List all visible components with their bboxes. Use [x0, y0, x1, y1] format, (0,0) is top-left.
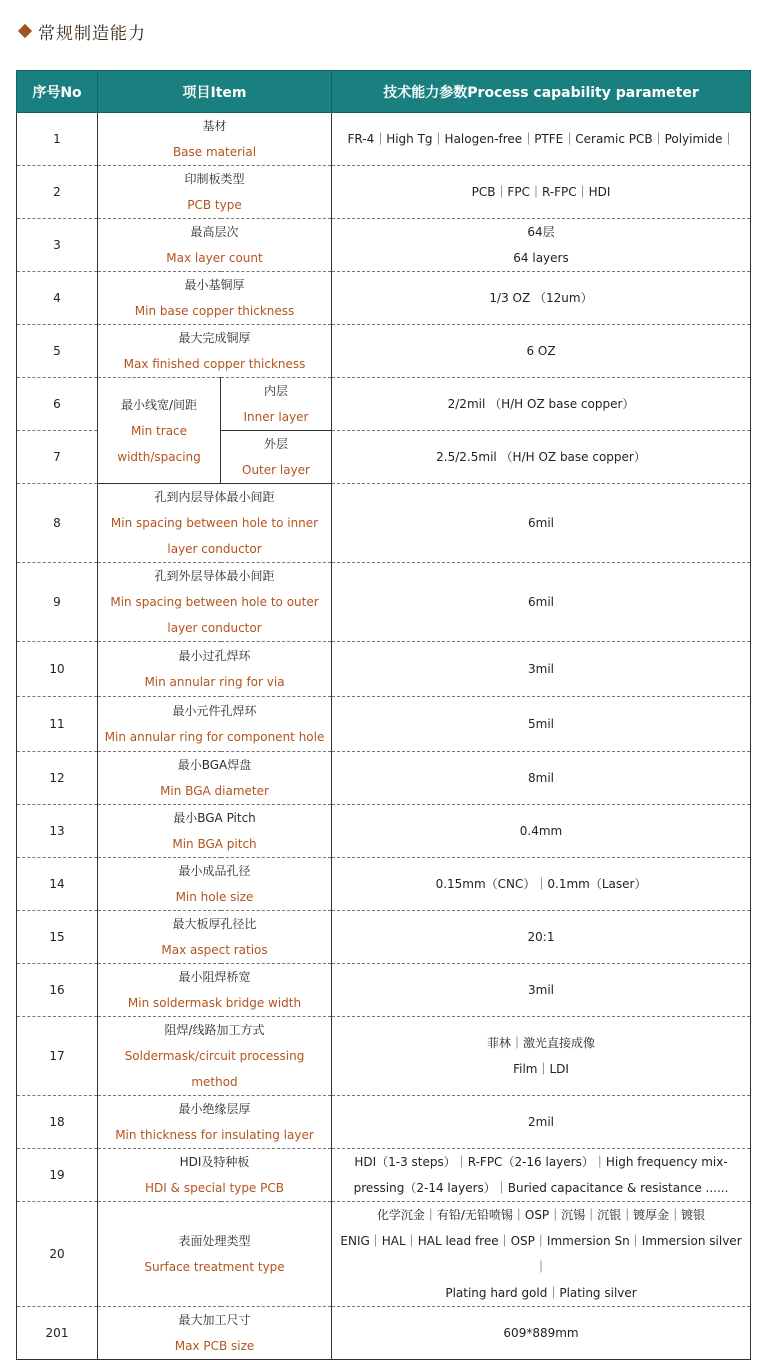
param-value-line: FR-4｜High Tg｜Halogen-free｜PTFE｜Ceramic PCB｜Polyimide｜	[347, 132, 735, 146]
param-value-cell	[332, 1017, 751, 1096]
item-zh: 孔到内层导体最小间距	[154, 490, 275, 504]
table-row	[17, 272, 751, 325]
section-heading	[18, 20, 146, 42]
item-cell	[98, 805, 332, 858]
table-row	[17, 858, 751, 911]
item-zh: 最小成品孔径	[178, 864, 251, 878]
item-en: Max layer count	[166, 251, 263, 265]
param-value-cell	[332, 752, 751, 805]
item-zh: 最小BGA焊盘	[177, 758, 252, 772]
item-zh: 基材	[202, 119, 227, 133]
item-en: Outer layer	[242, 463, 310, 477]
item-en: Min spacing between hole to inner layer conductor	[110, 516, 319, 556]
item-zh: 印制板类型	[184, 172, 245, 186]
param-value-cell	[332, 1149, 751, 1202]
param-value-line: HDI（1-3 steps）｜R-FPC（2-16 layers）｜High frequency mix-	[354, 1155, 728, 1169]
row-number: 9	[17, 563, 98, 642]
param-value-cell	[332, 858, 751, 911]
row-number: 1	[17, 113, 98, 166]
item-zh: 最小元件孔焊环	[172, 704, 257, 718]
param-value-line: Plating hard gold｜Plating silver	[445, 1286, 637, 1300]
row-number: 15	[17, 911, 98, 964]
param-value-cell	[332, 1096, 751, 1149]
item-cell	[98, 166, 332, 219]
row-number: 3	[17, 219, 98, 272]
row-number: 14	[17, 858, 98, 911]
param-value-cell	[332, 166, 751, 219]
table-row	[17, 697, 751, 752]
item-en: Inner layer	[243, 410, 309, 424]
table-row	[17, 1307, 751, 1360]
capability-table	[16, 70, 751, 1360]
item-zh: 表面处理类型	[178, 1234, 251, 1248]
param-value-line: 2/2mil （H/H OZ base copper）	[447, 397, 635, 411]
item-en: width/spacing	[117, 449, 201, 464]
param-value-line: 1/3 OZ （12um）	[489, 291, 593, 305]
item-cell	[98, 1017, 332, 1096]
row-number: 4	[17, 272, 98, 325]
item-zh: 最小基铜厚	[184, 278, 245, 292]
table-row	[17, 642, 751, 697]
param-value-line: PCB｜FPC｜R-FPC｜HDI	[471, 185, 611, 199]
sub-item-cell	[221, 378, 332, 431]
table-row	[17, 219, 751, 272]
param-value-line: Film｜LDI	[513, 1062, 569, 1076]
param-value-line: 8mil	[528, 771, 555, 785]
param-value-line: 5mil	[528, 717, 555, 731]
diamond-bullet-icon	[18, 24, 32, 38]
param-value-line: 0.15mm（CNC）｜0.1mm（Laser）	[435, 877, 647, 891]
item-cell	[98, 964, 332, 1017]
param-value-cell	[332, 484, 751, 563]
param-value-line: 64层	[527, 225, 555, 239]
param-value-cell	[332, 1202, 751, 1307]
param-value-cell	[332, 325, 751, 378]
table-row	[17, 1149, 751, 1202]
item-zh: 内层	[264, 384, 289, 398]
row-number: 201	[17, 1307, 98, 1360]
item-cell	[98, 1307, 332, 1360]
item-en: Min thickness for insulating layer	[115, 1128, 314, 1142]
row-number: 8	[17, 484, 98, 563]
table-row	[17, 113, 751, 166]
param-value-cell	[332, 697, 751, 752]
table-row	[17, 166, 751, 219]
param-value-cell	[332, 431, 751, 484]
header-no: 序号No	[17, 71, 98, 113]
param-value-line: 6mil	[528, 516, 555, 530]
item-en: Min spacing between hole to outer layer conductor	[110, 595, 319, 635]
item-cell	[98, 642, 332, 697]
item-en: Max finished copper thickness	[123, 357, 306, 371]
param-value-cell	[332, 642, 751, 697]
item-zh: 最小阻焊桥宽	[178, 970, 251, 984]
table-row	[17, 563, 751, 642]
item-en: Surface treatment type	[144, 1260, 285, 1274]
item-zh: 最小绝缘层厚	[178, 1102, 251, 1116]
row-number: 18	[17, 1096, 98, 1149]
item-en: Max PCB size	[174, 1339, 255, 1353]
table-row	[17, 911, 751, 964]
param-value-cell	[332, 1307, 751, 1360]
section-heading-text: 常规制造能力	[38, 23, 146, 44]
param-value-cell	[332, 378, 751, 431]
table-row	[17, 378, 751, 431]
param-value-line: 6 OZ	[526, 344, 556, 358]
item-en: Min trace	[130, 423, 188, 438]
row-number: 20	[17, 1202, 98, 1307]
param-value-line: 3mil	[528, 662, 555, 676]
param-value-line: 3mil	[528, 983, 555, 997]
param-value-line: 菲林｜激光直接成像	[487, 1036, 596, 1050]
param-value-line: 6mil	[528, 595, 555, 609]
item-en: Soldermask/circuit processing method	[124, 1049, 305, 1089]
item-en: Min soldermask bridge width	[127, 996, 302, 1010]
item-zh: 最小线宽/间距	[120, 397, 198, 412]
merged-item-cell	[98, 378, 221, 484]
item-cell	[98, 697, 332, 752]
item-cell	[98, 1096, 332, 1149]
param-value-cell	[332, 805, 751, 858]
table-row	[17, 1096, 751, 1149]
row-number: 6	[17, 378, 98, 431]
param-value-line: ENIG｜HAL｜HAL lead free｜OSP｜Immersion Sn｜Immersion silver｜	[340, 1234, 742, 1274]
param-value-line: 2mil	[528, 1115, 555, 1129]
item-en: PCB type	[187, 198, 242, 212]
item-en: Base material	[172, 145, 257, 159]
param-value-cell	[332, 964, 751, 1017]
table-row	[17, 752, 751, 805]
item-cell	[98, 219, 332, 272]
row-number: 17	[17, 1017, 98, 1096]
param-value-cell	[332, 563, 751, 642]
item-cell	[98, 858, 332, 911]
item-en: Min annular ring for component hole	[104, 730, 325, 744]
item-cell	[98, 113, 332, 166]
item-zh: 孔到外层导体最小间距	[154, 569, 275, 583]
item-cell	[98, 911, 332, 964]
row-number: 11	[17, 697, 98, 752]
param-value-line: 609*889mm	[503, 1326, 579, 1340]
row-number: 19	[17, 1149, 98, 1202]
item-en: Min hole size	[175, 890, 254, 904]
item-zh: 最大加工尺寸	[178, 1313, 251, 1327]
table-row	[17, 1202, 751, 1307]
row-number: 16	[17, 964, 98, 1017]
table-row	[17, 805, 751, 858]
param-value-line: 20:1	[527, 930, 555, 944]
item-zh: 最小BGA Pitch	[173, 811, 256, 825]
item-en: Max aspect ratios	[161, 943, 268, 957]
item-zh: HDI及特种板	[179, 1155, 250, 1169]
item-en: Min annular ring for via	[144, 675, 285, 689]
item-zh: 阻焊/线路加工方式	[164, 1023, 265, 1037]
item-en: Min BGA diameter	[160, 784, 269, 798]
param-value-line: 0.4mm	[519, 824, 563, 838]
item-en: Min BGA pitch	[172, 837, 257, 851]
param-value-cell	[332, 911, 751, 964]
item-en: HDI & special type PCB	[145, 1181, 284, 1195]
table-row	[17, 484, 751, 563]
item-zh: 最小过孔焊环	[178, 649, 251, 663]
param-value-line: 化学沉金｜有铅/无铅喷锡｜OSP｜沉锡｜沉银｜镀厚金｜镀银	[376, 1208, 706, 1222]
item-cell	[98, 752, 332, 805]
param-value-cell	[332, 272, 751, 325]
param-value-cell	[332, 113, 751, 166]
header-param: 技术能力参数Process capability parameter	[332, 71, 751, 113]
sub-item-cell	[221, 431, 332, 484]
row-number: 10	[17, 642, 98, 697]
item-zh: 最高层次	[190, 225, 239, 239]
table-row	[17, 964, 751, 1017]
row-number: 12	[17, 752, 98, 805]
item-en: Min base copper thickness	[134, 304, 295, 318]
param-value-line: 2.5/2.5mil （H/H OZ base copper）	[436, 450, 646, 464]
table-row	[17, 1017, 751, 1096]
item-cell	[98, 1149, 332, 1202]
row-number: 13	[17, 805, 98, 858]
item-cell	[98, 272, 332, 325]
row-number: 5	[17, 325, 98, 378]
row-number: 2	[17, 166, 98, 219]
param-value-cell	[332, 219, 751, 272]
table-body	[17, 113, 751, 1360]
item-cell	[98, 484, 332, 563]
param-value-line: pressing（2-14 layers）｜Buried capacitance & resistance ......	[353, 1181, 729, 1195]
item-zh: 最大完成铜厚	[178, 331, 251, 345]
item-cell	[98, 1202, 332, 1307]
row-number: 7	[17, 431, 98, 484]
header-item: 项目Item	[98, 71, 332, 113]
table-row	[17, 325, 751, 378]
item-cell	[98, 325, 332, 378]
param-value-line: 64 layers	[513, 251, 569, 265]
table-header-row	[17, 71, 751, 113]
item-cell	[98, 563, 332, 642]
item-zh: 最大板厚孔径比	[172, 917, 257, 931]
item-zh: 外层	[264, 437, 289, 451]
